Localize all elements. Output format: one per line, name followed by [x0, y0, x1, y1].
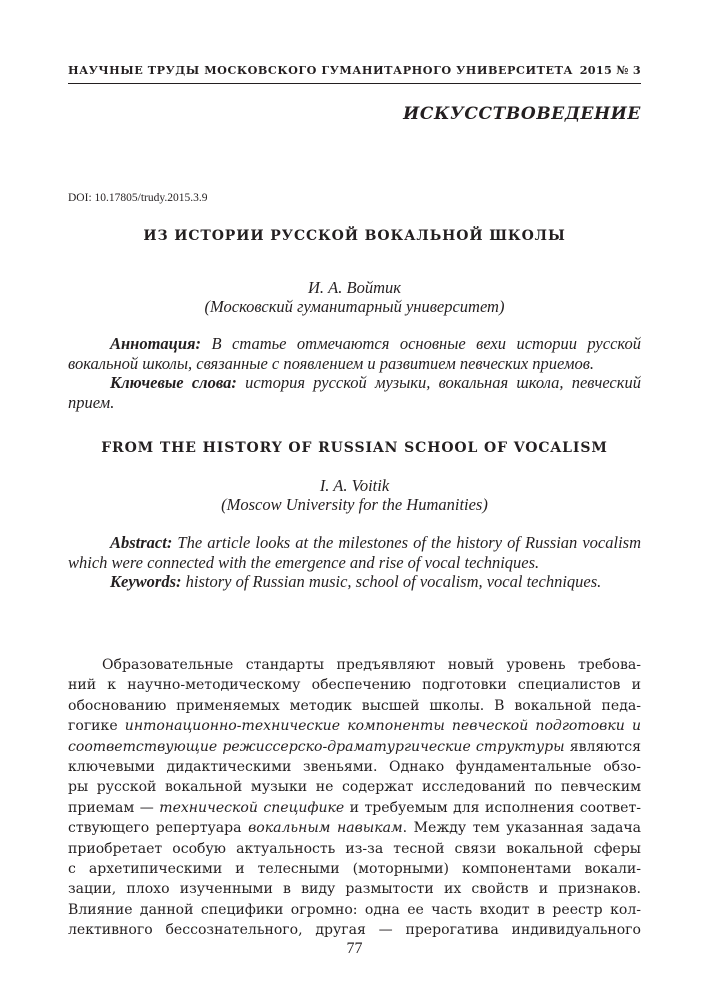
affiliation-ru: (Московский гуманитарный университет) [204, 297, 505, 316]
keywords-label-en: Keywords: [110, 572, 182, 592]
article-title-en: FROM THE HISTORY OF RUSSIAN SCHOOL OF VOCALISM [101, 440, 608, 456]
issue-number: 2015 № 3 [579, 63, 641, 77]
body-fragment: являются [564, 738, 641, 755]
affiliation-en: (Moscow University for the Humanities) [221, 495, 488, 514]
body-text [68, 655, 641, 941]
keywords-text-ru: история русской музыки, вокальная школа, певческий прием. [68, 373, 641, 412]
body-fragment: приемам — [68, 799, 160, 816]
body-fragment: . Между тем указанная задача [402, 820, 641, 837]
abstract-paragraph-ru [68, 334, 641, 373]
body-line [68, 818, 641, 838]
body-line: зации, плохо изученными в виду размытости их свойств и признаков. [68, 881, 641, 898]
keywords-label-ru: Ключевые слова: [110, 373, 237, 393]
body-fragment: гогике [68, 718, 125, 735]
abstract-label-ru: Аннотация: [110, 334, 202, 353]
body-line: ключевыми дидактическими звеньями. Однако фундаментальные обзо- [68, 759, 641, 776]
body-fragment: и требуемым для исполнения соответ- [344, 799, 642, 816]
keywords-paragraph-en [68, 572, 641, 592]
abstract-text-en: The article looks at the milestones of the history of Russian vocalism which were connected with the emergence and rise of vocal techniques. [68, 533, 641, 572]
page-number: 77 [346, 940, 363, 957]
body-line: ры русской вокальной музыки не содержат исследований по певческим [68, 779, 641, 796]
abstract-text-ru: В статье отмечаются основные вехи истории русской вокальной школы, связанные с появлением и развитием певческих приемов. [68, 334, 641, 373]
keywords-paragraph-ru [68, 373, 641, 412]
abstract-ru [68, 334, 641, 412]
body-line: лективного бессознательного, другая — прерогатива индивидуального [68, 922, 641, 939]
body-line: обоснованию применяемых методик высшей школы. В вокальной педа- [68, 697, 641, 714]
abstract-paragraph-en [68, 533, 641, 572]
body-emphasis: вокальным навыкам [248, 820, 403, 837]
body-line [68, 737, 641, 757]
abstract-en [68, 533, 641, 592]
body-emphasis: соответствующие режиссерско-драматургические структуры [68, 738, 565, 755]
author-ru: И. А. Войтик [308, 278, 401, 297]
body-line: Образовательные стандарты предъявляют новый уровень требова- [102, 657, 641, 673]
journal-title: НАУЧНЫЕ ТРУДЫ МОСКОВСКОГО ГУМАНИТАРНОГО УНИВЕРСИТЕТА [68, 63, 574, 77]
article-title-ru: ИЗ ИСТОРИИ РУССКОЙ ВОКАЛЬНОЙ ШКОЛЫ [143, 228, 566, 244]
doi: DOI: 10.17805/trudy.2015.3.9 [68, 192, 208, 204]
body-emphasis: технической специфике [159, 799, 345, 816]
body-emphasis: интонационно-технические компоненты певческой подготовки и [124, 718, 641, 735]
abstract-label-en: Abstract: [110, 533, 173, 552]
section-heading: ИСКУССТВОВЕДЕНИЕ [403, 104, 641, 124]
body-line: Влияние данной специфики огромно: одна ее часть входит в реестр кол- [68, 901, 641, 918]
body-line [68, 798, 641, 818]
body-line: приобретает особую актуальность из-за тесной связи вокальной сферы [68, 840, 641, 857]
body-line: ний к научно-методическому обеспечению подготовки специалистов и [68, 677, 641, 694]
author-en: I. A. Voitik [319, 476, 390, 495]
body-line [68, 716, 641, 736]
body-line: с архетипическими и телесными (моторными) компонентами вокали- [68, 861, 641, 878]
keywords-text-en: history of Russian music, school of vocalism, vocal techniques. [181, 572, 602, 592]
header-rule [68, 83, 641, 84]
body-fragment: ствующего репертуара [68, 820, 249, 837]
